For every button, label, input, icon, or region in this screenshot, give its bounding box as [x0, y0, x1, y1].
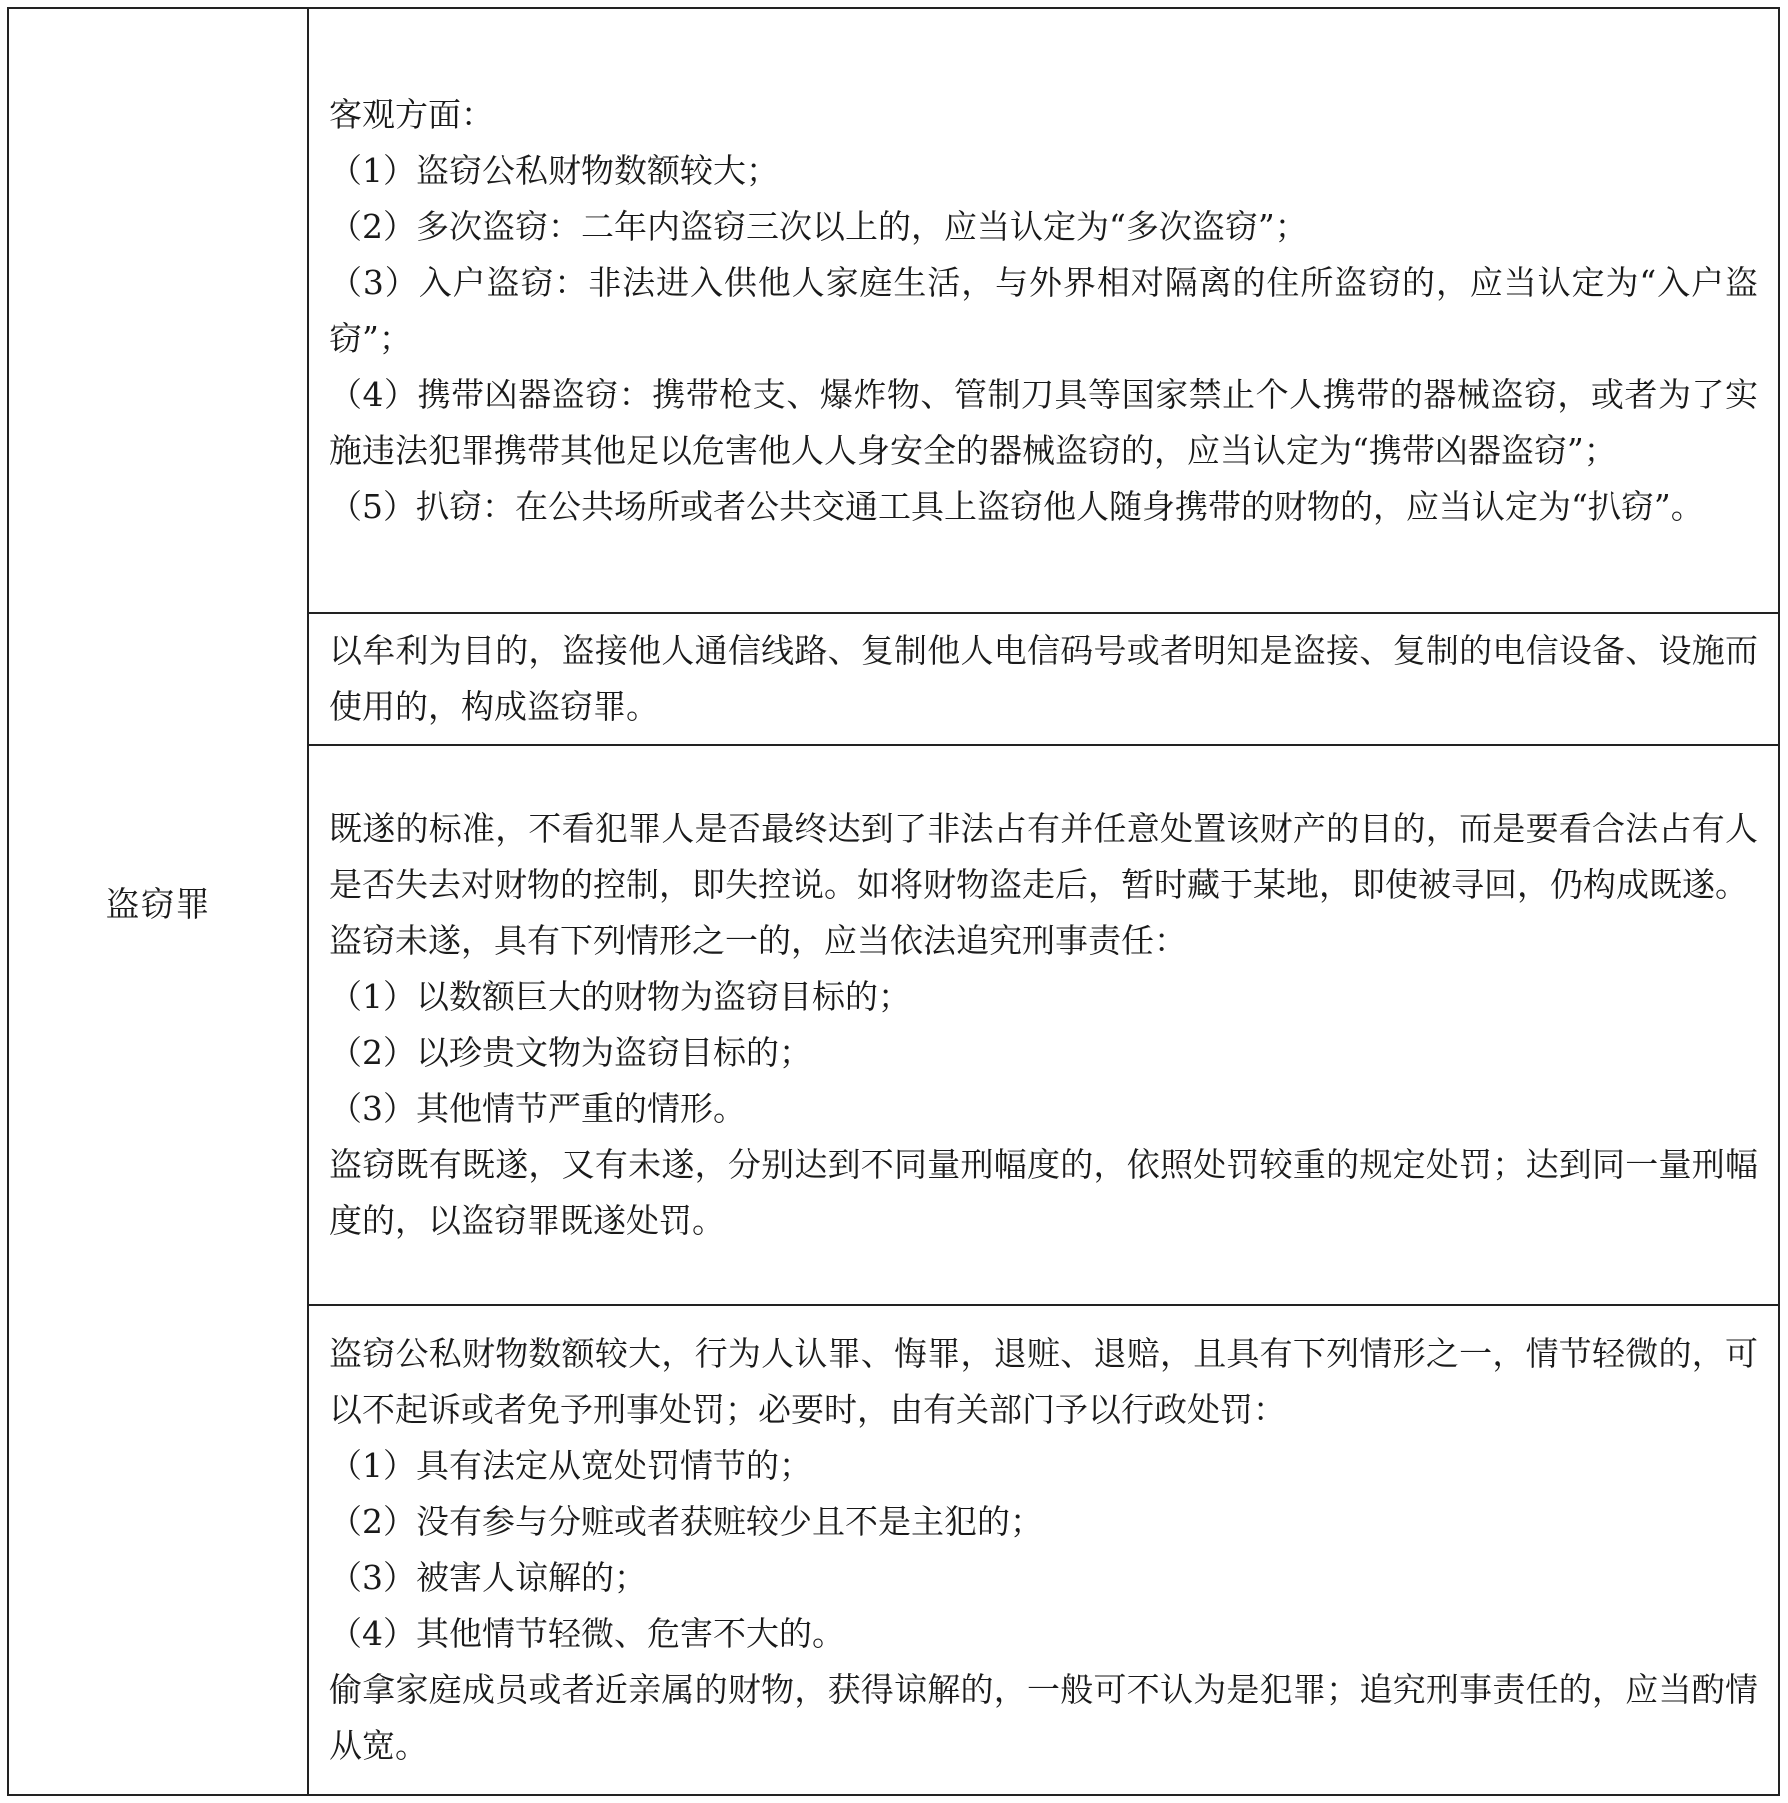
table-row: [8, 8, 1779, 613]
section-line: （1）具有法定从宽处罚情节的；: [329, 1446, 812, 1485]
section-line: （1）盗窃公私财物数额较大；: [329, 150, 779, 190]
objective-aspects-cell: [308, 8, 1779, 613]
crime-table: [7, 7, 1780, 1796]
section-line: （3）被害人谅解的；: [329, 1558, 647, 1597]
section-line: 客观方面：: [329, 94, 494, 134]
section-line: 盗窃既有既遂，又有未遂，分别达到不同量刑幅度的，依照处罚较重的规定处罚；达到同一量刑幅度的，以盗窃罪既遂处罚。: [329, 1145, 1758, 1240]
section-line: （2）没有参与分赃或者获赃较少且不是主犯的；: [329, 1502, 1043, 1541]
section-line: （3）其他情节严重的情形。: [329, 1089, 746, 1128]
section-line: （4）携带凶器盗窃：携带枪支、爆炸物、管制刀具等国家禁止个人携带的器械盗窃，或者为了实施违法犯罪携带其他足以危害他人人身安全的器械盗窃的，应当认定为“携带凶器盗窃”；: [329, 374, 1758, 470]
section-line: （2）多次盗窃：二年内盗窃三次以上的，应当认定为“多次盗窃”；: [329, 206, 1308, 246]
crime-name-cell: [8, 8, 308, 1795]
section-line: （1）以数额巨大的财物为盗窃目标的；: [329, 977, 911, 1016]
section-line: 盗窃公私财物数额较大，行为人认罪、悔罪，退赃、退赔，且具有下列情形之一，情节轻微的，可以不起诉或者免予刑事处罚；必要时，由有关部门予以行政处罚：: [329, 1334, 1758, 1429]
section-line: （3）入户盗窃：非法进入供他人家庭生活，与外界相对隔离的住所盗窃的，应当认定为“入户盗窃”；: [329, 262, 1758, 358]
section-line: 既遂的标准，不看犯罪人是否最终达到了非法占有并任意处置该财产的目的，而是要看合法占有人是否失去对财物的控制，即失控说。如将财物盗走后，暂时藏于某地，即使被寻回，仍构成既遂。: [329, 809, 1758, 904]
completion-standard-cell: [308, 745, 1779, 1305]
section-line: （2）以珍贵文物为盗窃目标的；: [329, 1033, 812, 1072]
section-line: 偷拿家庭成员或者近亲属的财物，获得谅解的，一般可不认为是犯罪；追究刑事责任的，应当酌情从宽。: [329, 1670, 1758, 1765]
crime-name: 盗窃罪: [105, 885, 211, 925]
telecom-theft-cell: [308, 613, 1779, 745]
section-line: （5）扒窃：在公共场所或者公共交通工具上盗窃他人随身携带的财物的，应当认定为“扒窃”。: [329, 486, 1704, 526]
section-line: （4）其他情节轻微、危害不大的。: [329, 1614, 845, 1653]
section-line: 以牟利为目的，盗接他人通信线路、复制他人电信码号或者明知是盗接、复制的电信设备、设施而使用的，构成盗窃罪。: [329, 631, 1758, 726]
leniency-cell: [308, 1305, 1779, 1795]
section-line: 盗窃未遂，具有下列情形之一的，应当依法追究刑事责任：: [329, 921, 1187, 960]
